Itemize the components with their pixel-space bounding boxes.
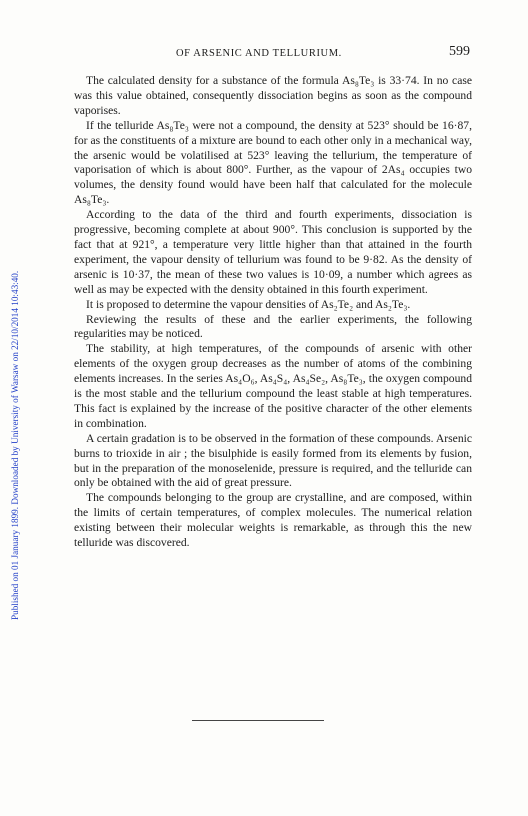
page-number: 599 (449, 44, 470, 59)
watermark-text: Published on 01 January 1899. Downloaded by University of Warsaw on 22/10/2014 10:43:40. (10, 270, 20, 620)
page-header (76, 44, 470, 62)
paragraph: If the telluride As₈Te₃ were not a compound, the density at 523° should be 16·87, for as the constituents of a mixture are bound to each other only in a mechanical way, the arsenic would be volatilised at 523° leaving the tellurium, the temperature of vaporisation of which is about 800°. Further, as the vapour of 2As₄ occupies two volumes, the density found would have been half that calculated for the molecule As₈Te₃. (74, 118, 472, 207)
paragraph: Reviewing the results of these and the earlier experiments, the following regularities may be noticed. (74, 312, 472, 341)
publication-watermark (4, 100, 20, 620)
paragraph: The stability, at high temperatures, of the compounds of arsenic with other elements of the oxygen group decreases as the number of atoms of the combining elements increases. In the series As₄O₆, As₄S₄, As₄Se₂, As₈Te₃, the oxygen compound is the most stable and the tellurium compound the least stable at high temperatures. This fact is explained by the increase of the positive character of the other elements in combination. (74, 342, 472, 430)
article-body (74, 74, 472, 551)
running-title: OF ARSENIC AND TELLURIUM. (176, 48, 342, 59)
paragraph: It is proposed to determine the vapour densities of As₂Te₂ and As₂Te₃. (86, 297, 411, 311)
end-rule (192, 720, 324, 721)
paragraph: A certain gradation is to be observed in the formation of these compounds. Arsenic burns to trioxide in air ; the bisulphide is easily formed from its elements by fusion, but in the preparation of the monoselenide, pressure is required, and the telluride can only be obtained with the aid of great pressure. (74, 431, 472, 490)
paragraph: According to the data of the third and fourth experiments, dissociation is progressive, becoming complete at about 900°. This conclusion is supported by the fact that at 921°, a temperature very little higher than that attained in the fourth experiment, the vapour density of tellurium was found to be 9·82. As the density of arsenic is 10·37, the mean of these two values is 10·09, a number which agrees as well as may be expected with the density obtained in this fourth experiment. (74, 208, 472, 296)
paragraph: The calculated density for a substance of the formula As₈Te₃ is 33·74. In no case was this value obtained, consequently dissociation begins as soon as the compound vaporises. (74, 74, 472, 117)
paragraph: The compounds belonging to the group are crystalline, and are composed, within the limits of certain temperatures, of complex molecules. The numerical relation existing between their molecular weights is remarkable, as through this the new telluride was discovered. (74, 491, 472, 550)
